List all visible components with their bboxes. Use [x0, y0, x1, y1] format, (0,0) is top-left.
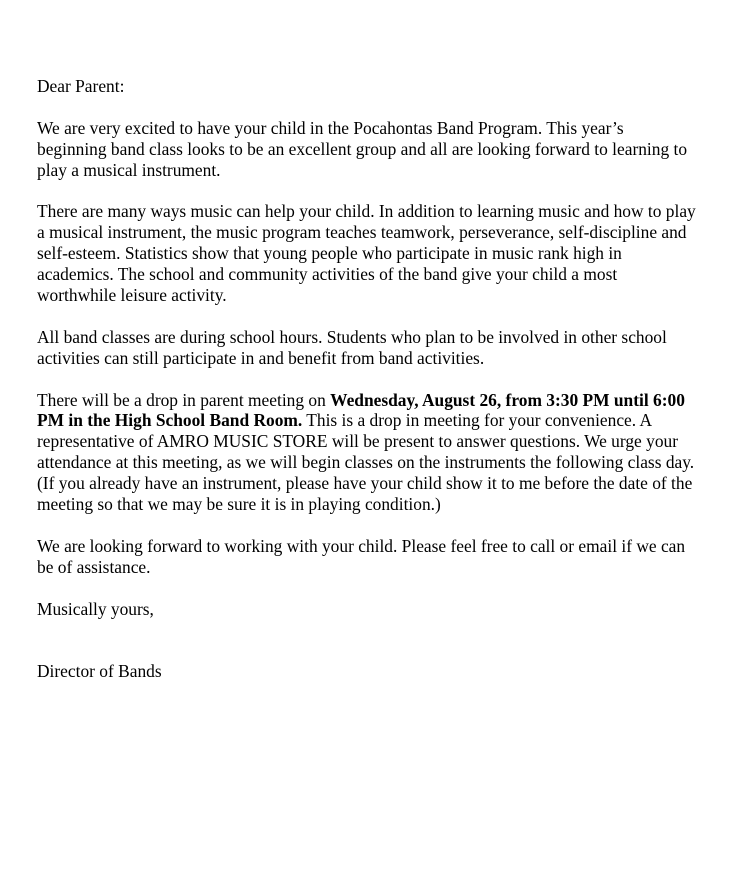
letter-signature: Director of Bands: [37, 661, 162, 682]
paragraph-benefits: There are many ways music can help your child. In addition to learning music and how to play a musical instrument, the music program teaches teamwork, perseverance, self-discipline and self-esteem. Statistics show that young people who participate in music rank high in academics. The school and community activities of the band give your child a most worthwhile leisure activity.: [37, 201, 696, 306]
meeting-rest-text: This is a drop in meeting for your convenience. A representative of AMRO MUSIC STORE will be present to answer questions. We urge your attendance at this meeting, as we will begin classes on the instruments the following class day. (If you already have an instrument, please have your child show it to me before the date of the meeting so that we may be sure it is in playing condition.): [37, 410, 695, 515]
letter-closing: Musically yours,: [37, 598, 154, 619]
meeting-details-bold: Wednesday, August 26, from 3:30 PM until 6:00 PM in the High School Band Room.: [37, 389, 685, 431]
paragraph-meeting: [37, 390, 697, 515]
paragraph-closing-remarks: We are looking forward to working with your child. Please feel free to call or email if we can be of assistance.: [37, 535, 686, 577]
paragraph-schedule: All band classes are during school hours. Students who plan to be involved in other school activities can still participate in and benefit from band activities.: [37, 326, 667, 368]
paragraph-welcome: We are very excited to have your child in the Pocahontas Band Program. This year’s beginning band class looks to be an excellent group and all are looking forward to learning to play a musical instrument.: [37, 117, 688, 180]
letter-greeting: Dear Parent:: [37, 76, 125, 96]
letter-body: [37, 76, 697, 703]
meeting-intro-text: There will be a drop in parent meeting on: [37, 389, 331, 410]
